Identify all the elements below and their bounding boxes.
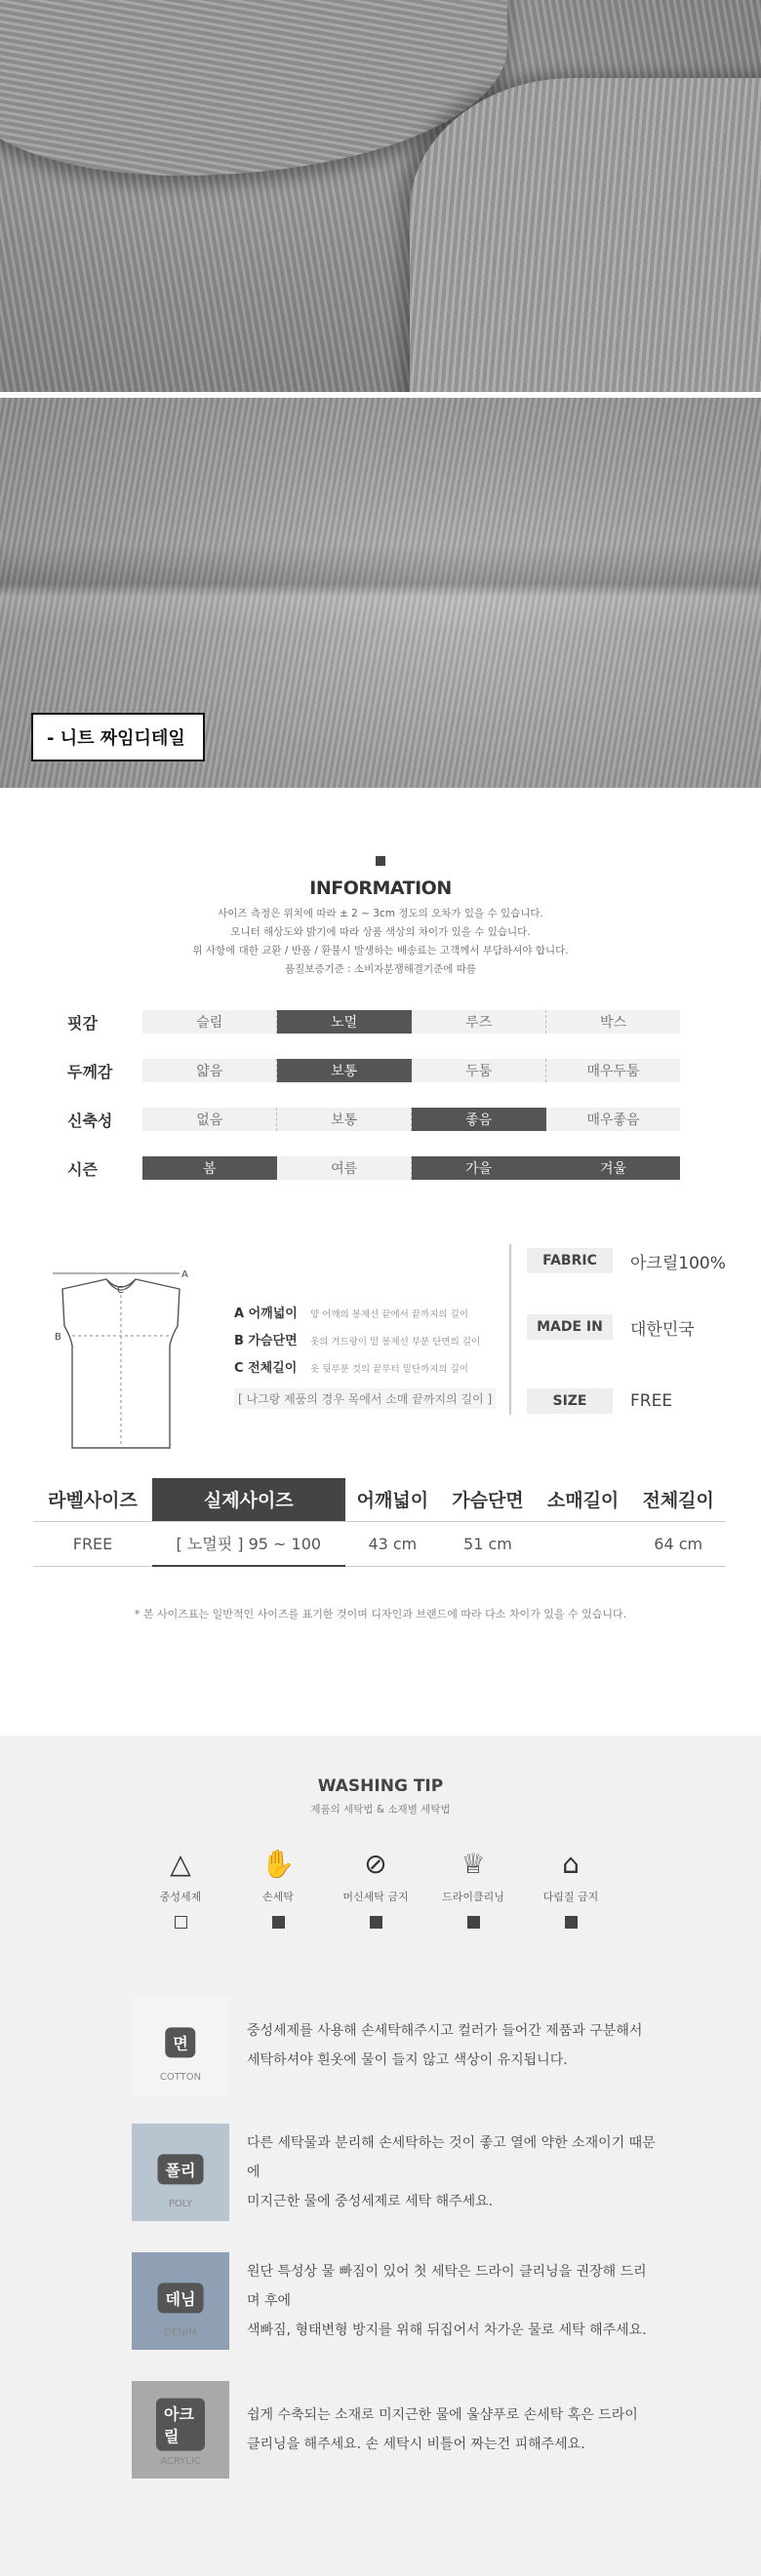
fit-options [142,1010,680,1034]
square-marker-icon [376,856,385,866]
wash-check-box [175,1916,187,1929]
header-length: 전체길이 [630,1478,726,1521]
wash-icon-item [132,1846,229,1929]
fit-label: 시즌 [67,1159,98,1179]
fabric-swatch [132,2124,229,2221]
wash-icon-label: 중성세제 [159,1891,202,1903]
care-line: 미지근한 물에 중성세제로 세탁 해주세요. [247,2194,494,2209]
fabric-care-text [247,2128,659,2216]
body-fold [410,78,761,392]
fit-option: 루즈 [412,1010,546,1034]
no-machine-wash-icon: ⊘ [364,1848,387,1880]
size-table [33,1478,726,1567]
fit-row [65,1106,680,1133]
fit-label: 신축성 [67,1111,113,1130]
wash-icon-label: 드라이클리닝 [442,1891,504,1903]
cell-actual-size: [ 노멀핏 ] 95 ~ 100 [152,1521,345,1566]
wash-icon-label: 손세탁 [262,1891,294,1903]
fabric-name: 폴리 [158,2154,204,2184]
washing-title: WASHING TIP [317,1776,444,1796]
info-line: 품질보증기준 : 소비자분쟁해결기준에 따름 [284,963,477,975]
wash-check-box [467,1916,480,1929]
fit-option: 보통 [277,1059,412,1082]
spec-value: 대한민국 [630,1319,695,1340]
spec-fabric [527,1248,751,1273]
fit-option: 매우좋음 [586,1112,640,1128]
measure-section [0,1244,761,1478]
fabric-swatch [132,2381,229,2478]
spec-size [527,1388,751,1414]
wash-check-box [272,1916,285,1929]
measure-key: C 전체길이 [234,1361,298,1376]
header-actual-size: 실제사이즈 [152,1478,345,1521]
size-table-header-row [33,1478,726,1521]
fit-option: 여름 [277,1156,412,1180]
fit-options [142,1059,680,1082]
fabric-row [132,2252,659,2350]
care-line: 쉽게 수축되는 소재로 미지근한 물에 울샴푸로 손세탁 혹은 드라이 [247,2407,638,2423]
information-title: INFORMATION [309,878,452,899]
knit-photo-detail [0,398,761,788]
diagram-label-b: B [55,1332,61,1343]
fit-row [65,1154,680,1182]
care-line: 원단 특성상 물 빠짐이 있어 첫 세탁은 드라이 클리닝을 권장해 드리며 후에 [247,2264,647,2309]
fit-option: 박스 [600,1015,627,1031]
care-line: 다른 세탁물과 분리해 손세탁하는 것이 좋고 열에 약한 소재이기 때문에 [247,2135,656,2180]
wash-check-box [370,1916,382,1929]
no-iron-icon: ⌂ [562,1848,580,1880]
measure-item [234,1357,496,1379]
fit-option: 슬림 [142,1010,277,1034]
fit-option: 노멀 [277,1010,412,1034]
fit-options [142,1156,680,1180]
size-note: * 본 사이즈표는 일반적인 사이즈를 표기한 것이며 디자인과 브랜드에 따라 다소 차이가 있을 수 있습니다. [134,1608,627,1620]
fit-options [142,1108,680,1131]
measure-item [234,1330,496,1351]
fabric-care-text [247,2400,638,2459]
information-notes [0,905,761,979]
fabric-swatch [132,1997,229,2094]
measure-list [234,1303,496,1409]
care-line: 색빠짐, 형태변형 방지를 위해 뒤집어서 차가운 물로 세탁 해주세요. [247,2322,647,2338]
fit-chart [65,1008,680,1182]
divider [509,1244,511,1415]
measure-desc: 옷 뒷부분 것의 끝부터 밑단까지의 길이 [310,1364,468,1375]
cell-label-size: FREE [33,1521,152,1566]
diagram-label-a: A [181,1269,188,1280]
washing-subtitle: 제품의 세탁법 & 소재별 세탁법 [310,1804,451,1815]
fit-option: 두툼 [412,1059,546,1082]
spec-value: FREE [630,1391,673,1411]
hand-wash-icon: ✋ [260,1848,296,1880]
header-label-size: 라벨사이즈 [33,1478,152,1521]
fabric-name: 면 [165,2027,195,2057]
knit-photo-top [0,0,761,392]
cell-shoulder: 43 cm [345,1521,441,1566]
fit-option: 겨울 [546,1156,680,1180]
fit-option: 보통 [277,1108,412,1131]
fabric-name: 아크릴 [156,2399,205,2451]
diagram-label-c: C [117,1285,124,1296]
fit-label: 두께감 [67,1062,113,1081]
fabric-name-en: POLY [168,2199,193,2209]
header-shoulder: 어깨넓이 [345,1478,441,1521]
fit-row [65,1008,680,1035]
table-row [33,1521,726,1566]
washing-tip-section [0,1736,761,2576]
measure-key: B 가슴단면 [234,1334,298,1348]
raglan-note: [ 나그랑 제품의 경우 목에서 소매 끝까지의 길이 ] [234,1388,496,1409]
info-line: 모니터 해상도와 밝기에 따라 상품 색상의 차이가 있을 수 있습니다. [230,926,531,938]
spec-value: 아크릴100% [630,1253,726,1273]
fit-option: 매우두툼 [586,1064,640,1079]
wash-icon-item [424,1846,522,1929]
fit-option: 좋음 [412,1108,546,1131]
measure-desc: 양 어깨의 봉제선 끝에서 끝까지의 길이 [310,1309,468,1320]
fabric-row [132,2124,659,2221]
cell-length: 64 cm [630,1521,726,1566]
washing-icons [132,1846,761,1929]
wash-check-box [565,1916,578,1929]
info-line: 위 사항에 대한 교환 / 반품 / 환불시 발생하는 배송료는 고객께서 부담하셔야 합니다. [192,945,569,956]
fit-option: 봄 [142,1156,277,1180]
header-sleeve: 소매길이 [536,1478,631,1521]
fit-option: 없음 [142,1108,277,1131]
fit-option: 가을 [412,1156,546,1180]
spec-key: MADE IN [527,1314,613,1340]
fabric-name-en: ACRYLIC [160,2456,201,2467]
wash-icon-item [327,1846,424,1929]
care-line: 세탁하셔야 흰옷에 물이 들지 않고 색상이 유지됩니다. [247,2052,568,2068]
spec-key: FABRIC [527,1248,613,1273]
cell-sleeve [536,1521,631,1566]
cell-chest: 51 cm [440,1521,536,1566]
fabric-name: 데님 [158,2283,204,2313]
wash-icon-label: 다림질 금지 [542,1891,599,1903]
fabric-row [132,2381,659,2478]
detail-badge: - 니트 짜임디테일 [31,713,205,761]
wash-icon-item [522,1846,620,1929]
wash-icon-label: 머신세탁 금지 [342,1891,409,1903]
fit-row [65,1057,680,1084]
vest-diagram-icon [53,1268,209,1463]
measure-item [234,1303,496,1324]
fabric-care-text [247,2016,642,2075]
fabric-swatch [132,2252,229,2350]
spec-made-in [527,1314,751,1340]
care-line: 중성세제를 사용해 손세탁해주시고 컬러가 들어간 제품과 구분해서 [247,2023,643,2039]
dry-clean-icon: ♕ [461,1848,486,1880]
fit-label: 핏감 [67,1013,98,1033]
fabric-care-text [247,2257,659,2345]
info-line: 사이즈 측정은 위치에 따라 ± 2 ~ 3cm 정도의 오차가 있을 수 있습니다. [218,908,543,919]
knit-wave [0,544,761,632]
measure-desc: 옷의 겨드랑이 밑 봉제선 부분 단면의 길이 [310,1337,481,1347]
fit-option: 얇음 [142,1059,277,1082]
fabric-row [132,1997,659,2094]
spec-key: SIZE [527,1388,613,1414]
information-section [0,856,761,979]
fabric-name-en: DENIM [164,2327,197,2338]
header-chest: 가슴단면 [440,1478,536,1521]
mild-detergent-icon: △ [170,1848,191,1880]
measure-key: A 어깨넓이 [234,1307,298,1321]
wash-icon-item [229,1846,327,1929]
care-line: 클리닝을 해주세요. 손 세탁시 비틀어 짜는건 피해주세요. [247,2437,585,2452]
fabric-name-en: COTTON [159,2072,202,2083]
